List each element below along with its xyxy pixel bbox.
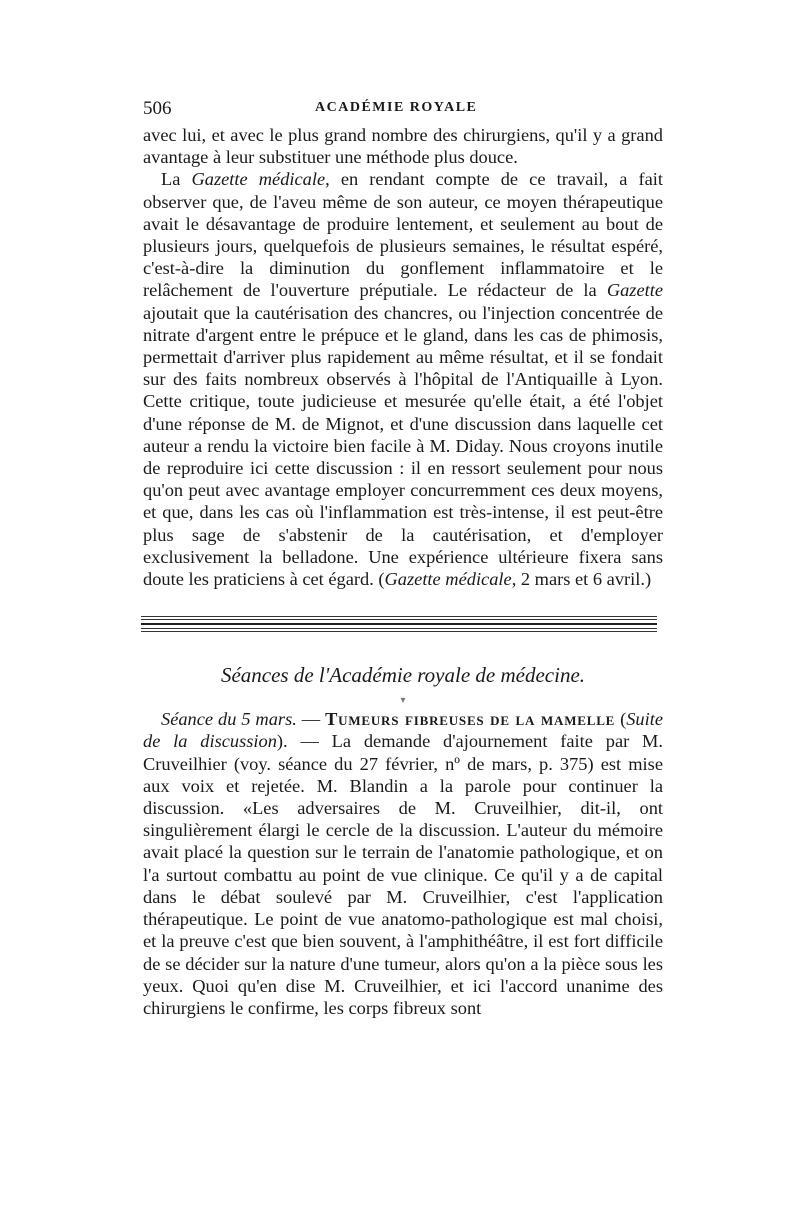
paragraph-1-text: avec lui, et avec le plus grand nombre des chirurgiens, qu'il y a grand avantage à leur substituer une méthode plus douce. [143,125,663,168]
p2-journal-title: Gazette médicale [191,169,326,190]
paragraph-continuation [143,124,663,168]
running-title: ACADÉMIE ROYALE [315,100,478,115]
p3-session-date: Séance du 5 mars. [161,709,297,730]
section-divider [141,616,657,632]
p3-topic: Tumeurs fibreuses de la mamelle [325,709,616,730]
paragraph-seance [143,708,663,1019]
p2-part-a: , en rendant compte de ce travail, a fait observer que, de l'aveu même de son auteur, ce moyen thérapeutique avait le désavantage de produire lentement, et seulement au bout de plusieurs jours, quelquefois de plusieurs semaines, le résultat espéré, c'est-à-dire la diminution du gonflement inflammatoire et le relâchement de l'ouverture préputiale. Le rédacteur de la [143,169,664,301]
p2-journal-short: Gazette [606,280,663,301]
p2-part-c: , 2 mars et 6 avril.) [511,569,652,590]
divider-line-middle [141,623,657,625]
p2-lead: La [161,169,192,190]
page-number: 506 [143,98,172,119]
p3-suite: Suite de la discussion [143,709,663,752]
divider-line-top [141,616,657,620]
small-ornament: ▾ [400,695,406,707]
p3-dash: — [296,709,326,730]
divider-line-bottom [141,628,657,632]
paragraph-gazette-review [143,168,663,590]
p2-citation-journal: Gazette médicale [384,569,512,590]
p2-part-b: ajoutait que la cautérisation des chancres, ou l'injection concentrée de nitrate d'argent entre le prépuce et le gland, dans les cas de phimosis, permettait d'arriver plus rapidement au même résultat, et il se fondait sur des faits nombreux observés à l'hôpital de l'Antiquaille à Lyon. Cette critique, toute judicieuse et mesurée qu'elle était, a été l'objet d'une réponse de M. de Mignot, et d'une discussion dans laquelle cet auteur a rendu la victoire bien facile à M. Diday. Nous croyons inutile de reproduire ici cette discussion : il en ressort seulement pour nous qu'on peut avec avantage employer concurremment ces deux moyens, et que, dans les cas où l'inflammation est très-intense, il est peut-être plus sage de s'abstenir de la cautérisation, et d'employer exclusivement la belladone. Une expérience ultérieure fixera sans doute les praticiens à cet égard. ( [143,302,663,590]
section-heading: Séances de l'Académie royale de médecine. [220,663,586,688]
p3-part-a: ). — La demande d'ajournement faite par M. Cruveilhier (voy. séance du 27 février, nº de mars, p. 375) est mise aux voix et rejetée. M. Blandin a la parole pour continuer la discussion. «Les adversaires de M. Cruveilhier, dit-il, ont singulièrement élargi le cercle de la discussion. L'auteur du mémoire avait placé la question sur le terrain de l'anatomie pathologique, et on l'a surtout combattu au point de vue clinique. Ce qu'il y a de capital dans le débat soulevé par M. Cruveilhier, c'est l'application thérapeutique. Le point de vue anatomo-pathologique est mal choisi, et la preuve c'est que bien souvent, à l'amphithéâtre, il est fort difficile de se décider sur la nature d'une tumeur, alors qu'on a la pièce sous les yeux. Quoi qu'en dise M. Cruveilhier, et ici l'accord unanime des chirurgiens le confirme, les corps fibreux sont [143,731,663,1018]
p3-open-paren: ( [615,709,627,730]
running-header [143,96,663,124]
document-page [143,96,663,1019]
